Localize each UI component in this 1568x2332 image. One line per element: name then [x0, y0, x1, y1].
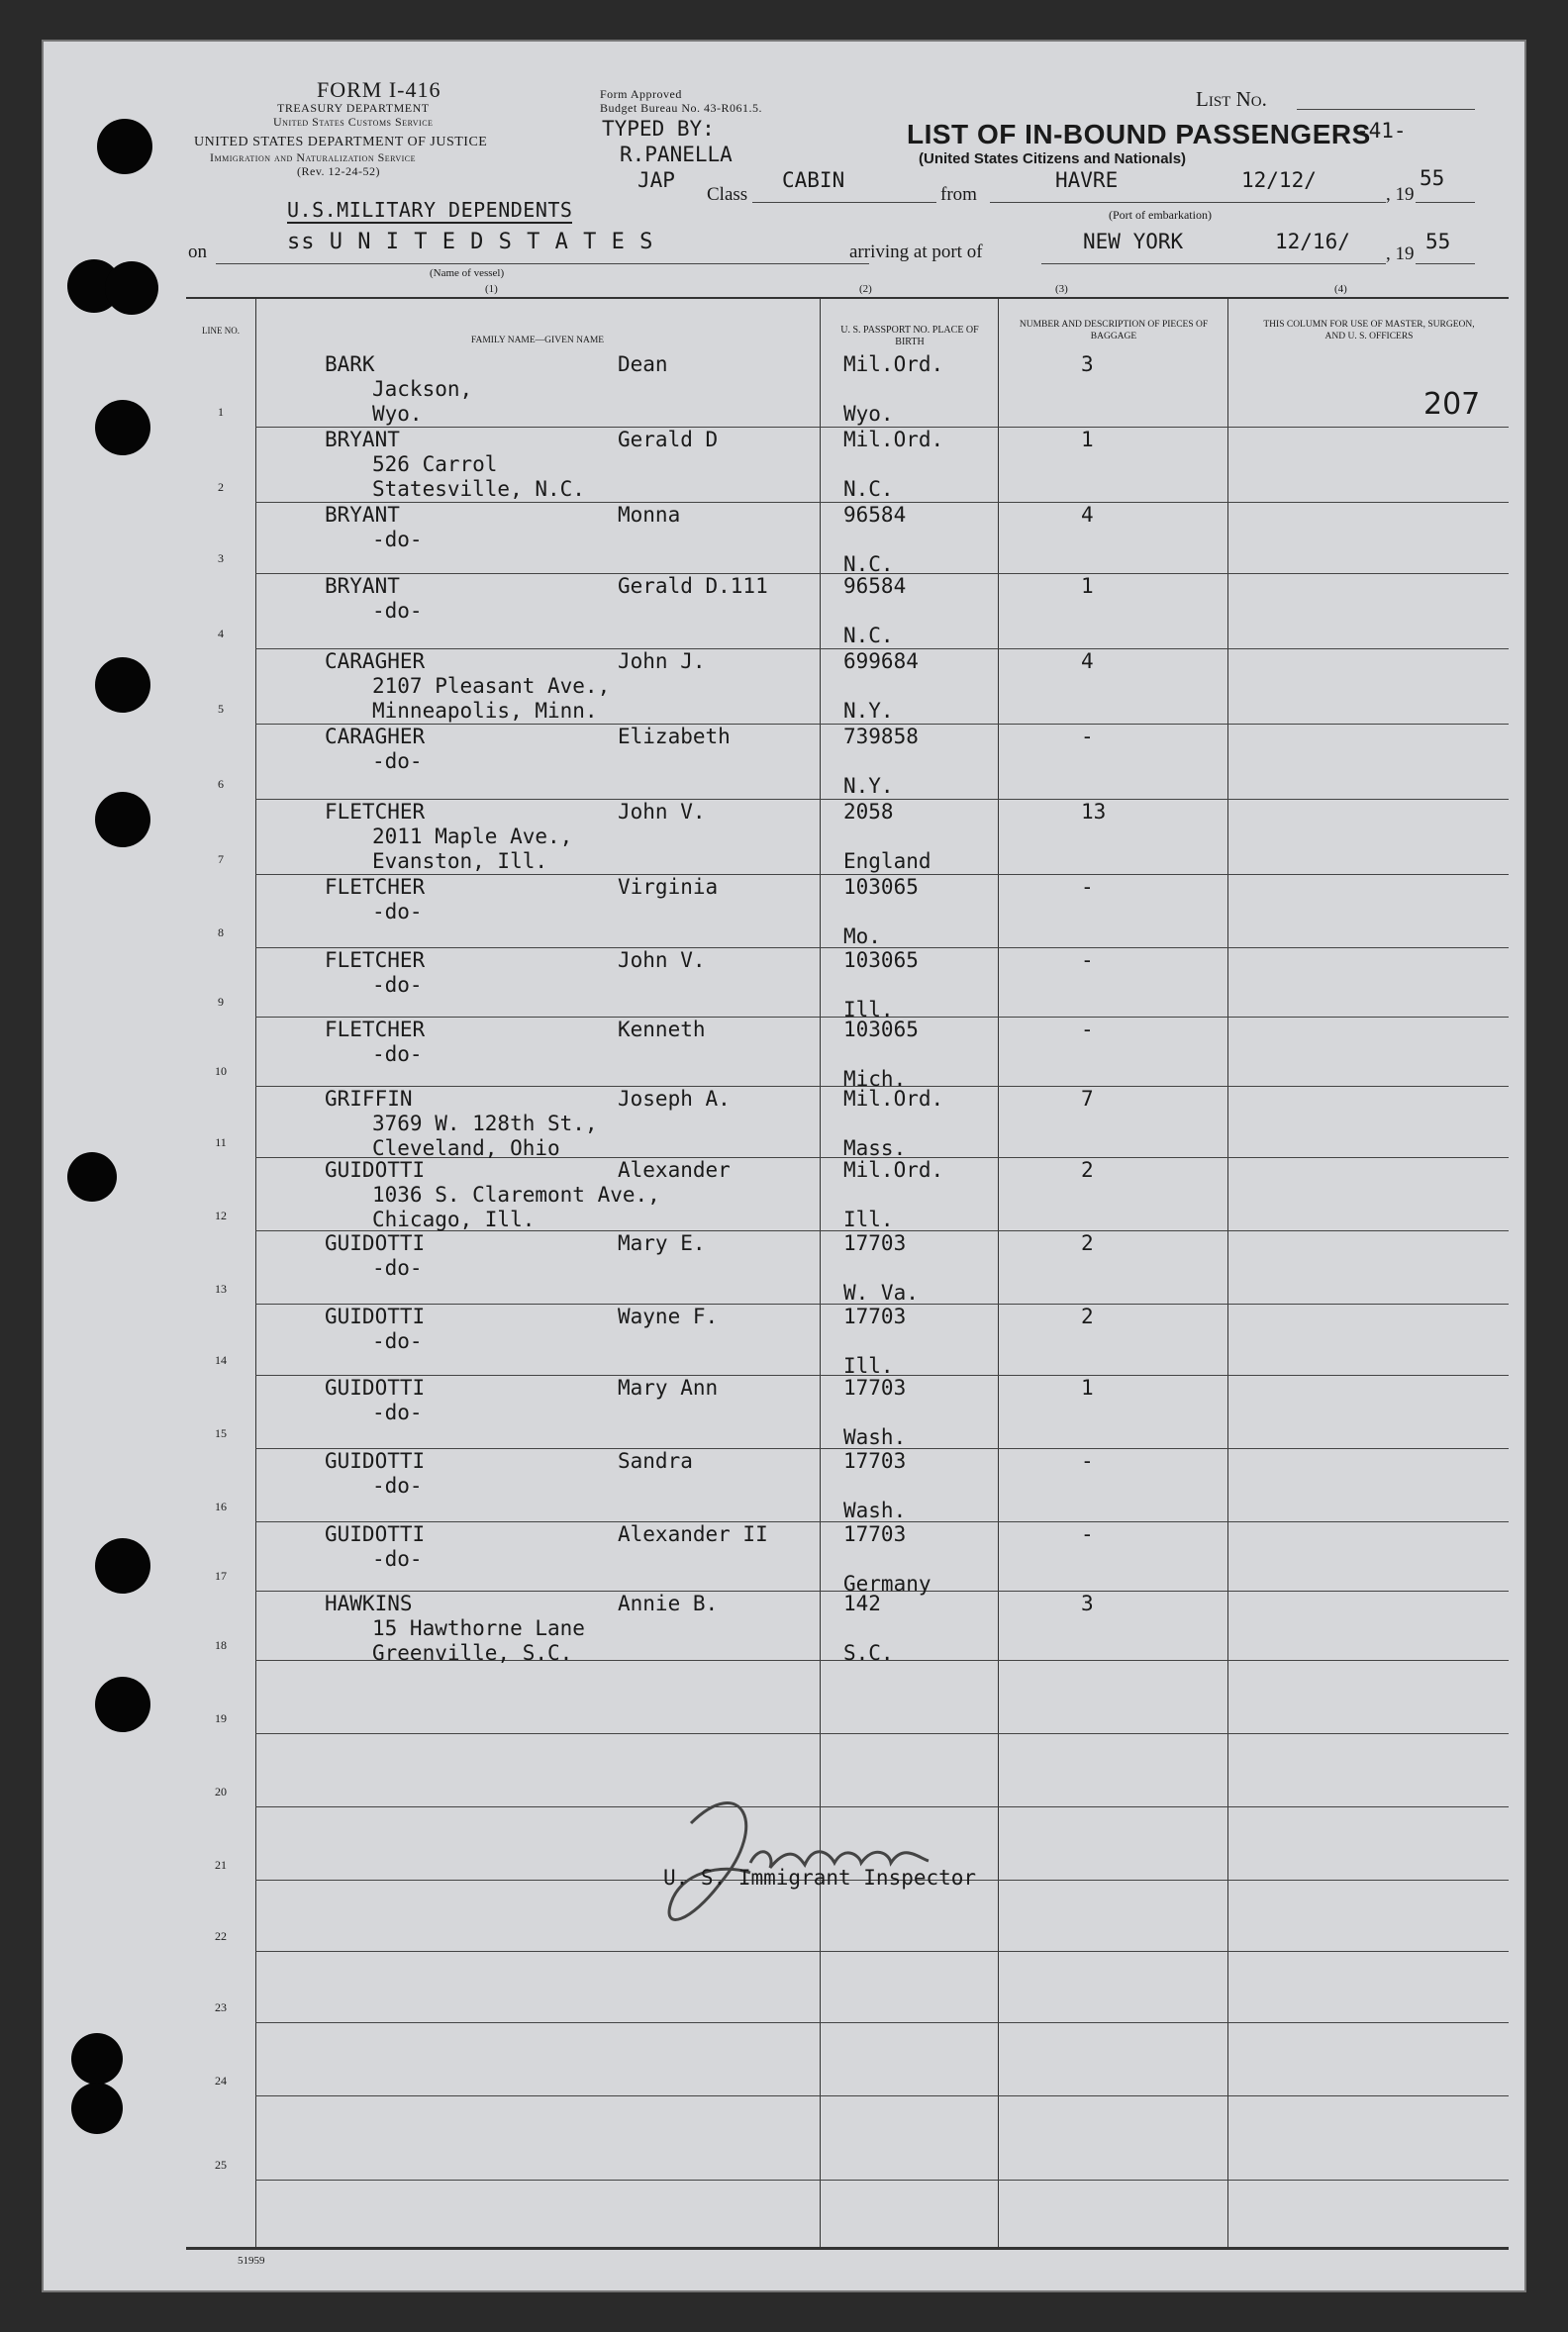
line-number: 22 — [215, 1929, 227, 1943]
passport-number: Mil.Ord. — [843, 352, 944, 376]
line-number: 24 — [215, 2074, 227, 2088]
address-line-2: Greenville, S.C. — [372, 1641, 573, 1665]
address-line-2: Evanston, Ill. — [372, 849, 548, 873]
family-name: HAWKINS — [325, 1592, 413, 1615]
place-of-birth: Mo. — [843, 924, 881, 948]
passport-number: 2058 — [843, 800, 894, 824]
family-name: BRYANT — [325, 503, 400, 527]
line-number: 6 — [218, 777, 224, 791]
place-of-birth: S.C. — [843, 1641, 894, 1665]
given-name: Kenneth — [618, 1018, 706, 1041]
family-name: GUIDOTTI — [325, 1158, 426, 1182]
baggage-count: 13 — [1081, 800, 1107, 824]
jap-code: JAP — [637, 168, 675, 192]
form-approved: Form Approved — [600, 87, 682, 101]
address-line-1: -do- — [372, 599, 423, 623]
place-of-birth: N.Y. — [843, 774, 894, 798]
family-name: FLETCHER — [325, 800, 426, 824]
place-of-birth: Wash. — [843, 1499, 907, 1522]
passport-number: 96584 — [843, 503, 907, 527]
place-of-birth: N.C. — [843, 477, 894, 501]
punch-hole — [95, 400, 150, 455]
dept-treasury: TREASURY DEPARTMENT — [277, 101, 430, 115]
stamp-number: 207 — [1423, 387, 1481, 422]
place-of-birth: Ill. — [843, 998, 894, 1021]
passport-number: 142 — [843, 1592, 881, 1615]
address-line-1: -do- — [372, 900, 423, 923]
class-label: Class — [707, 184, 748, 205]
col-divider — [1227, 299, 1228, 2247]
given-name: Monna — [618, 503, 681, 527]
address-line-1: -do- — [372, 1329, 423, 1353]
given-name: Alexander II — [618, 1522, 768, 1546]
given-name: John V. — [618, 800, 706, 824]
line-number: 8 — [218, 925, 224, 939]
line-number: 25 — [215, 2158, 227, 2172]
given-name: Mary Ann — [618, 1376, 719, 1400]
vessel-label: (Name of vessel) — [430, 267, 505, 279]
place-of-birth: Mich. — [843, 1067, 907, 1091]
class-value: CABIN — [782, 168, 845, 192]
year-line-1 — [1416, 202, 1475, 203]
line-number: 10 — [215, 1064, 227, 1078]
row-divider — [255, 2180, 1509, 2181]
baggage-count: 4 — [1081, 503, 1094, 527]
place-of-birth: Wyo. — [843, 402, 894, 426]
baggage-count: 3 — [1081, 1592, 1094, 1615]
address-line-1: -do- — [372, 1042, 423, 1066]
address-line-1: 3769 W. 128th St., — [372, 1112, 598, 1135]
family-name: FLETCHER — [325, 1018, 426, 1041]
address-line-1: -do- — [372, 1401, 423, 1424]
col-num-2: (2) — [859, 283, 872, 295]
dept-justice: UNITED STATES DEPARTMENT OF JUSTICE — [194, 135, 488, 149]
line-number: 23 — [215, 2000, 227, 2014]
punch-hole — [95, 1677, 150, 1732]
given-name: John J. — [618, 649, 706, 673]
line-number: 11 — [215, 1135, 227, 1149]
col-header-use: THIS COLUMN FOR USE OF MASTER, SURGEON, AND U. S. OFFICERS — [1263, 320, 1475, 341]
line-number: 2 — [218, 480, 224, 494]
passport-number: 103065 — [843, 948, 919, 972]
baggage-count: - — [1081, 875, 1094, 899]
col-num-3: (3) — [1055, 283, 1068, 295]
address-line-2: Statesville, N.C. — [372, 477, 585, 501]
line-number: 3 — [218, 551, 224, 565]
place-of-birth: N.C. — [843, 552, 894, 576]
col-header-passport: U. S. PASSPORT NO. PLACE OF BIRTH — [840, 325, 979, 347]
manifest-page — [42, 40, 1526, 2292]
family-name: BRYANT — [325, 574, 400, 598]
col-num-4: (4) — [1334, 283, 1347, 295]
line-number: 15 — [215, 1426, 227, 1440]
given-name: Mary E. — [618, 1231, 706, 1255]
address-line-1: 15 Hawthorne Lane — [372, 1616, 585, 1640]
given-name: Dean — [618, 352, 668, 376]
col-divider — [255, 299, 256, 2247]
punch-hole — [95, 657, 150, 713]
year-prefix-2: , 19 — [1386, 243, 1415, 264]
passport-number: Mil.Ord. — [843, 428, 944, 451]
address-line-1: 526 Carrol — [372, 452, 498, 476]
address-line-1: 1036 S. Claremont Ave., — [372, 1183, 660, 1207]
baggage-count: 7 — [1081, 1087, 1094, 1111]
line-number: 20 — [215, 1785, 227, 1798]
line-number: 19 — [215, 1711, 227, 1725]
passport-number: 103065 — [843, 1018, 919, 1041]
vessel-name: ss U N I T E D S T A T E S — [287, 230, 654, 254]
family-name: FLETCHER — [325, 948, 426, 972]
family-name: GUIDOTTI — [325, 1522, 426, 1546]
year-line-2 — [1416, 263, 1475, 264]
passport-number: 17703 — [843, 1305, 907, 1328]
place-of-birth: Germany — [843, 1572, 931, 1596]
punch-hole — [67, 1152, 117, 1202]
place-of-birth: N.Y. — [843, 699, 894, 723]
baggage-count: 2 — [1081, 1305, 1094, 1328]
col-header-baggage: NUMBER AND DESCRIPTION OF PIECES OF BAGGAGE — [1019, 320, 1209, 341]
year-2: 55 — [1425, 230, 1451, 253]
punch-hole — [105, 261, 158, 315]
punch-hole — [97, 119, 152, 174]
arrival-port: NEW YORK — [1083, 230, 1184, 253]
passport-number: 103065 — [843, 875, 919, 899]
punch-hole — [95, 1538, 150, 1594]
place-of-birth: Ill. — [843, 1208, 894, 1231]
given-name: Annie B. — [618, 1592, 719, 1615]
family-name: GUIDOTTI — [325, 1231, 426, 1255]
line-number: 13 — [215, 1282, 227, 1296]
col-num-1: (1) — [485, 283, 498, 295]
family-name: GUIDOTTI — [325, 1449, 426, 1473]
family-name: CARAGHER — [325, 725, 426, 748]
dept-customs: United States Customs Service — [273, 115, 434, 129]
arriving-label: arriving at port of — [849, 242, 983, 262]
address-line-2: Wyo. — [372, 402, 423, 426]
place-of-birth: Ill. — [843, 1354, 894, 1378]
passport-number: 699684 — [843, 649, 919, 673]
punch-hole — [71, 2033, 123, 2085]
passport-number: 17703 — [843, 1231, 907, 1255]
given-name: Virginia — [618, 875, 719, 899]
given-name: John V. — [618, 948, 706, 972]
family-name: GUIDOTTI — [325, 1376, 426, 1400]
form-number: FORM I-416 — [317, 77, 441, 102]
address-line-1: -do- — [372, 749, 423, 773]
form-revision: (Rev. 12-24-52) — [297, 164, 381, 178]
passenger-table — [186, 297, 1509, 2250]
document-subtitle: (United States Citizens and Nationals) — [919, 150, 1187, 167]
arrival-date: 12/16/ — [1275, 230, 1350, 253]
embark-label: (Port of embarkation) — [1109, 208, 1212, 222]
family-name: GUIDOTTI — [325, 1305, 426, 1328]
baggage-count: 1 — [1081, 428, 1094, 451]
baggage-count: 1 — [1081, 574, 1094, 598]
baggage-count: 2 — [1081, 1231, 1094, 1255]
list-no-line — [1297, 109, 1475, 110]
passport-number: 17703 — [843, 1522, 907, 1546]
address-line-1: -do- — [372, 1547, 423, 1571]
passport-number: 17703 — [843, 1376, 907, 1400]
address-line-1: -do- — [372, 1474, 423, 1498]
line-number: 9 — [218, 995, 224, 1009]
baggage-count: - — [1081, 725, 1094, 748]
budget-bureau: Budget Bureau No. 43-R061.5. — [600, 101, 762, 115]
col-header-line: LINE NO. — [202, 326, 240, 336]
address-line-1: -do- — [372, 973, 423, 997]
address-line-1: 2011 Maple Ave., — [372, 825, 573, 848]
punch-hole — [95, 792, 150, 847]
passport-number: 739858 — [843, 725, 919, 748]
family-name: CARAGHER — [325, 649, 426, 673]
given-name: Elizabeth — [618, 725, 731, 748]
from-value: HAVRE — [1055, 168, 1119, 192]
on-label: on — [188, 242, 207, 262]
line-number: 7 — [218, 852, 224, 866]
vessel-line — [216, 263, 869, 264]
baggage-count: 3 — [1081, 352, 1094, 376]
given-name: Gerald D — [618, 428, 719, 451]
baggage-count: - — [1081, 948, 1094, 972]
group-title: U.S.MILITARY DEPENDENTS — [287, 198, 573, 222]
footer-code: 51959 — [238, 2255, 265, 2267]
row-divider — [255, 2095, 1509, 2096]
row-divider — [255, 2022, 1509, 2023]
inspector-label: U. S. Immigrant Inspector — [663, 1866, 977, 1890]
port-line — [1041, 263, 1386, 264]
address-line-1: Jackson, — [372, 377, 473, 401]
baggage-count: 2 — [1081, 1158, 1094, 1182]
typed-by-label: TYPED BY: — [602, 117, 715, 141]
baggage-count: 4 — [1081, 649, 1094, 673]
given-name: Joseph A. — [618, 1087, 731, 1111]
given-name: Gerald D.111 — [618, 574, 768, 598]
line-number: 12 — [215, 1209, 227, 1222]
document-title: LIST OF IN-BOUND PASSENGERS — [907, 119, 1371, 149]
line-number: 1 — [218, 405, 224, 419]
line-number: 18 — [215, 1638, 227, 1652]
place-of-birth: N.C. — [843, 624, 894, 647]
punch-hole — [71, 2083, 123, 2134]
line-number: 5 — [218, 702, 224, 716]
place-of-birth: England — [843, 849, 931, 873]
place-of-birth: Mass. — [843, 1136, 907, 1160]
line-number: 14 — [215, 1353, 227, 1367]
col-header-name: FAMILY NAME—GIVEN NAME — [470, 336, 605, 345]
from-line — [990, 202, 1386, 203]
family-name: GRIFFIN — [325, 1087, 413, 1111]
list-no-label: List No. — [1196, 87, 1267, 111]
from-label: from — [940, 184, 977, 205]
given-name: Wayne F. — [618, 1305, 719, 1328]
line-number: 4 — [218, 627, 224, 640]
year-prefix-1: , 19 — [1386, 184, 1415, 205]
list-no-value: -41- — [1356, 119, 1407, 143]
row-divider — [255, 1733, 1509, 1734]
place-of-birth: W. Va. — [843, 1281, 919, 1305]
address-line-2: Minneapolis, Minn. — [372, 699, 598, 723]
passport-number: Mil.Ord. — [843, 1087, 944, 1111]
given-name: Alexander — [618, 1158, 731, 1182]
baggage-count: - — [1081, 1522, 1094, 1546]
family-name: FLETCHER — [325, 875, 426, 899]
baggage-count: - — [1081, 1018, 1094, 1041]
class-line — [752, 202, 936, 203]
baggage-count: - — [1081, 1449, 1094, 1473]
from-date: 12/12/ — [1241, 168, 1317, 192]
address-line-1: -do- — [372, 1256, 423, 1280]
address-line-2: Cleveland, Ohio — [372, 1136, 560, 1160]
typist-name: R.PANELLA — [620, 143, 733, 166]
dept-immigration: Immigration and Naturalization Service — [210, 150, 417, 164]
family-name: BRYANT — [325, 428, 400, 451]
address-line-1: 2107 Pleasant Ave., — [372, 674, 611, 698]
baggage-count: 1 — [1081, 1376, 1094, 1400]
place-of-birth: Wash. — [843, 1425, 907, 1449]
passport-number: 96584 — [843, 574, 907, 598]
given-name: Sandra — [618, 1449, 693, 1473]
passport-number: Mil.Ord. — [843, 1158, 944, 1182]
line-number: 16 — [215, 1500, 227, 1513]
line-number: 21 — [215, 1858, 227, 1872]
line-number: 17 — [215, 1569, 227, 1583]
family-name: BARK — [325, 352, 375, 376]
address-line-1: -do- — [372, 528, 423, 551]
year-1: 55 — [1420, 166, 1445, 190]
address-line-2: Chicago, Ill. — [372, 1208, 536, 1231]
passport-number: 17703 — [843, 1449, 907, 1473]
